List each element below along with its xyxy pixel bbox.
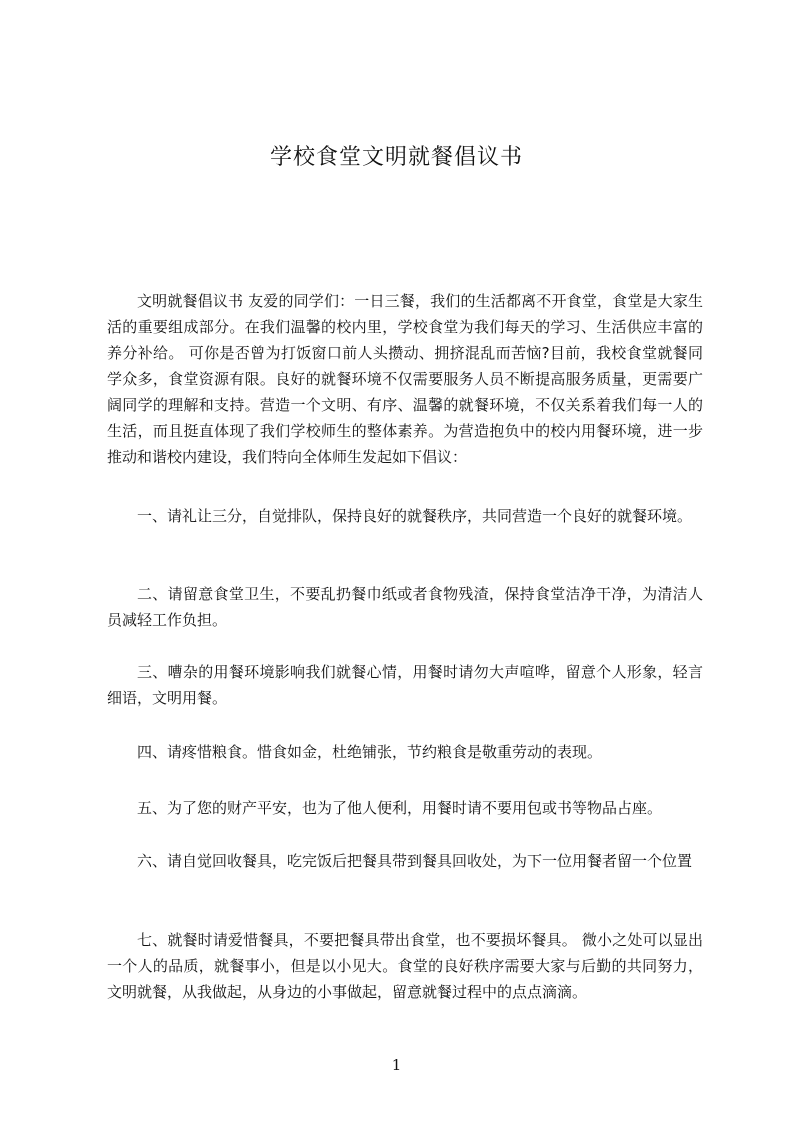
page-title: 学校食堂文明就餐倡议书 <box>269 145 523 170</box>
proposal-item-6: 六、请自觉回收餐具，吃完饭后把餐具带到餐具回收处，为下一位用餐者留一个位置 <box>137 852 693 870</box>
proposal-item-2: 二、请留意食堂卫生，不要乱扔餐巾纸或者食物残渣，保持食堂洁净干净，为清洁人员减轻工作负担。 <box>107 585 703 629</box>
proposal-item-5: 五、为了您的财产平安，也为了他人便利，用餐时请不要用包或书等物品占座。 <box>137 799 663 817</box>
page-number: 1 <box>391 1056 402 1074</box>
proposal-item-3: 三、嘈杂的用餐环境影响我们就餐心情，用餐时请勿大声喧哗，留意个人形象，轻言细语，文明用餐。 <box>107 663 703 707</box>
proposal-item-4: 四、请疼惜粮食。惜食如金，杜绝铺张，节约粮食是敬重劳动的表现。 <box>137 743 603 761</box>
proposal-item-1: 一、请礼让三分，自觉排队，保持良好的就餐秩序，共同营造一个良好的就餐环境。 <box>137 507 693 525</box>
proposal-item-7: 七、就餐时请爱惜餐具，不要把餐具带出食堂，也不要损坏餐具。 微小之处可以显出一个人的品质，就餐事小，但是以小见大。食堂的良好秩序需要大家与后勤的共同努力，文明就餐，从我做起，从身边的小事做起，留意就餐过程中的点点滴滴。 <box>107 931 703 1001</box>
intro-paragraph: 文明就餐倡议书 友爱的同学们：一日三餐，我们的生活都离不开食堂，食堂是大家生活的重要组成部分。在我们温馨的校内里，学校食堂为我们每天的学习、生活供应丰富的养分补给。 可你是否曾为打饭窗口前人头攒动、拥挤混乱而苦恼?目前，我校食堂就餐同学众多，食堂资源有限。良好的就餐环境不仅需要服务人员不断提高服务质量，更需要广阔同学的理解和支持。营造一个文明、有序、温馨的就餐环境，不仅关系着我们每一人的生活，而且挺直体现了我们学校师生的整体素养。为营造抱负中的校内用餐环境，进一步推动和谐校内建设，我们特向全体师生发起如下倡议： <box>107 292 703 466</box>
